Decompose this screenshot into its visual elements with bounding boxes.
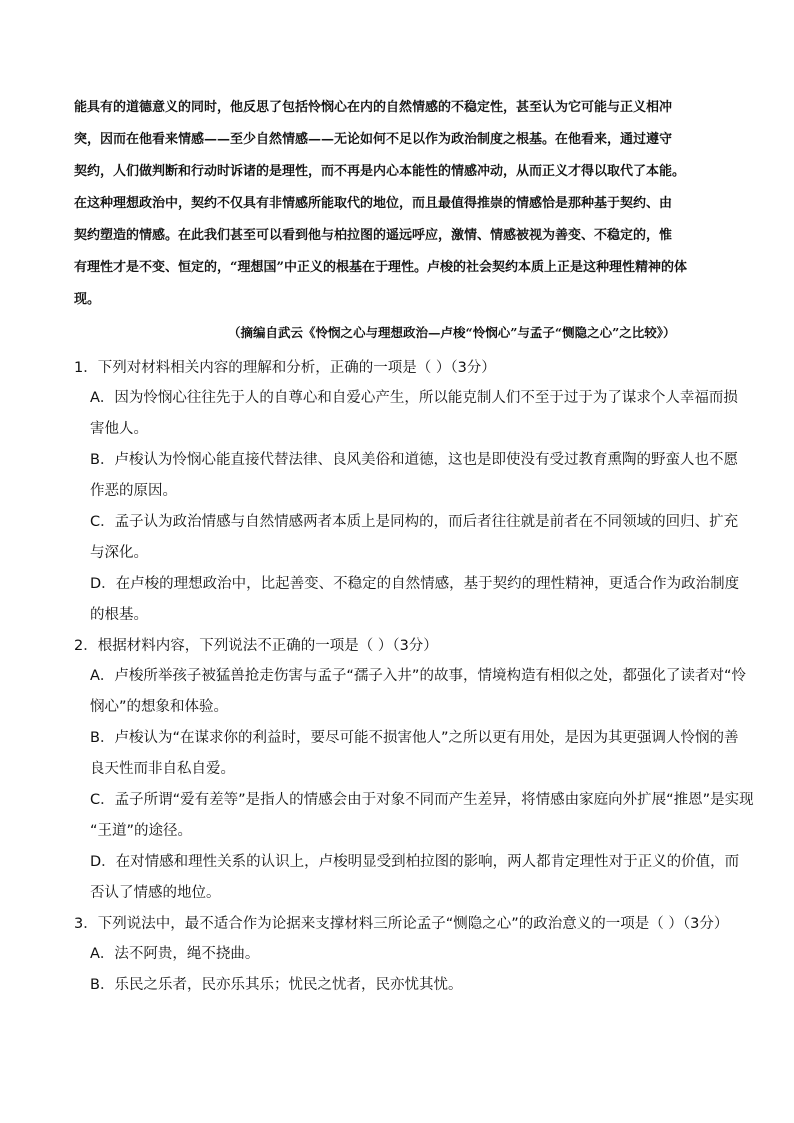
option-text: B．卢梭认为怜悯心能直接代替法律、良风美俗和道德，这也是即使没有受过教育熏陶的野蛮人也不愿 — [90, 452, 738, 468]
passage-text — [74, 92, 734, 316]
question-1 — [74, 353, 740, 631]
option-text-cont: 害他人。 — [90, 421, 148, 437]
option-d[interactable] — [74, 569, 740, 631]
option-b[interactable] — [74, 970, 734, 1001]
option-c[interactable] — [74, 507, 739, 569]
source-citation: （摘编自武云《怜悯之心与理想政治—卢梭“怜悯心”与孟子“恻隐之心”之比较》） — [228, 325, 676, 340]
option-text: A．因为怜悯心往往先于人的自尊心和自爱心产生，所以能克制人们不至于过于为了谋求个人幸福而损 — [90, 390, 738, 406]
option-text-cont: 良天性而非自私自爱。 — [90, 761, 235, 777]
option-a[interactable] — [74, 939, 734, 970]
passage-line: 契约塑造的情感。在此我们甚至可以看到他与柏拉图的遥远呼应，激情、情感被视为善变、不稳定的，惟 — [74, 228, 673, 243]
option-text-cont: 悯心”的想象和体验。 — [90, 699, 229, 715]
passage-line: 能具有的道德意义的同时，他反思了包括怜悯心在内的自然情感的不稳定性，甚至认为它可能与正义相冲 — [74, 100, 673, 115]
option-text: D．在卢梭的理想政治中，比起善变、不稳定的自然情感，基于契约的理性精神，更适合作为政治制度 — [90, 576, 740, 592]
passage-line: 有理性才是不变、恒定的，“理想国”中正义的根基在于理性。卢梭的社会契约本质上正是这种理性精神的体 — [74, 260, 687, 275]
passage-line: 契约，人们做判断和行动时诉诸的是理性，而不再是内心本能性的情感冲动，从而正义才得以取代了本能。 — [74, 164, 686, 179]
question-stem: 1．下列对材料相关内容的理解和分析，正确的一项是（ ）（3分） — [74, 360, 496, 376]
passage-line: 现。 — [74, 292, 101, 307]
question-3 — [74, 909, 734, 1001]
option-text: B．卢梭认为“在谋求你的利益时，要尽可能不损害他人”之所以更有用处，是因为其更强调人怜悯的善 — [90, 730, 739, 746]
option-text-cont: 否认了情感的地位。 — [90, 885, 221, 901]
option-b[interactable] — [74, 723, 739, 785]
option-c[interactable] — [74, 785, 754, 847]
passage-line: 突，因而在他看来情感——至少自然情感——无论如何不足以作为政治制度之根基。在他看来，通过遵守 — [74, 132, 673, 147]
option-text: C．孟子所谓“爱有差等”是指人的情感会由于对象不同而产生差异，将情感由家庭向外扩展“推恩”是实现 — [90, 792, 754, 808]
option-text: A．法不阿贵，绳不挠曲。 — [90, 946, 260, 962]
question-list — [74, 353, 754, 1001]
question-2 — [74, 631, 754, 909]
option-d[interactable] — [74, 847, 740, 909]
question-stem: 3．下列说法中，最不适合作为论据来支撑材料三所论孟子“恻隐之心”的政治意义的一项是（ ）（3分） — [74, 916, 729, 932]
question-stem: 2．根据材料内容，下列说法不正确的一项是（ ）（3分） — [74, 638, 438, 654]
option-a[interactable] — [74, 383, 738, 445]
option-text-cont: 的根基。 — [90, 607, 148, 623]
option-text-cont: 作恶的原因。 — [90, 483, 177, 499]
passage-line: 在这种理想政治中，契约不仅具有非情感所能取代的地位，而且最值得推崇的情感恰是那种基于契约、由 — [74, 196, 673, 211]
option-text-cont: “王道”的途径。 — [90, 823, 193, 839]
option-a[interactable] — [74, 661, 746, 723]
option-text: A．卢梭所举孩子被猛兽抢走伤害与孟子“孺子入井”的故事，情境构造有相似之处，都强化了读者对“怜 — [90, 668, 746, 684]
option-text: C．孟子认为政治情感与自然情感两者本质上是同构的，而后者往往就是前者在不同领域的回归、扩充 — [90, 514, 739, 530]
option-text-cont: 与深化。 — [90, 545, 148, 561]
option-b[interactable] — [74, 445, 738, 507]
option-text: D．在对情感和理性关系的认识上，卢梭明显受到柏拉图的影响，两人都肯定理性对于正义的价值，而 — [90, 854, 740, 870]
option-text: B．乐民之乐者，民亦乐其乐；忧民之忧者，民亦忧其忧。 — [90, 977, 463, 993]
